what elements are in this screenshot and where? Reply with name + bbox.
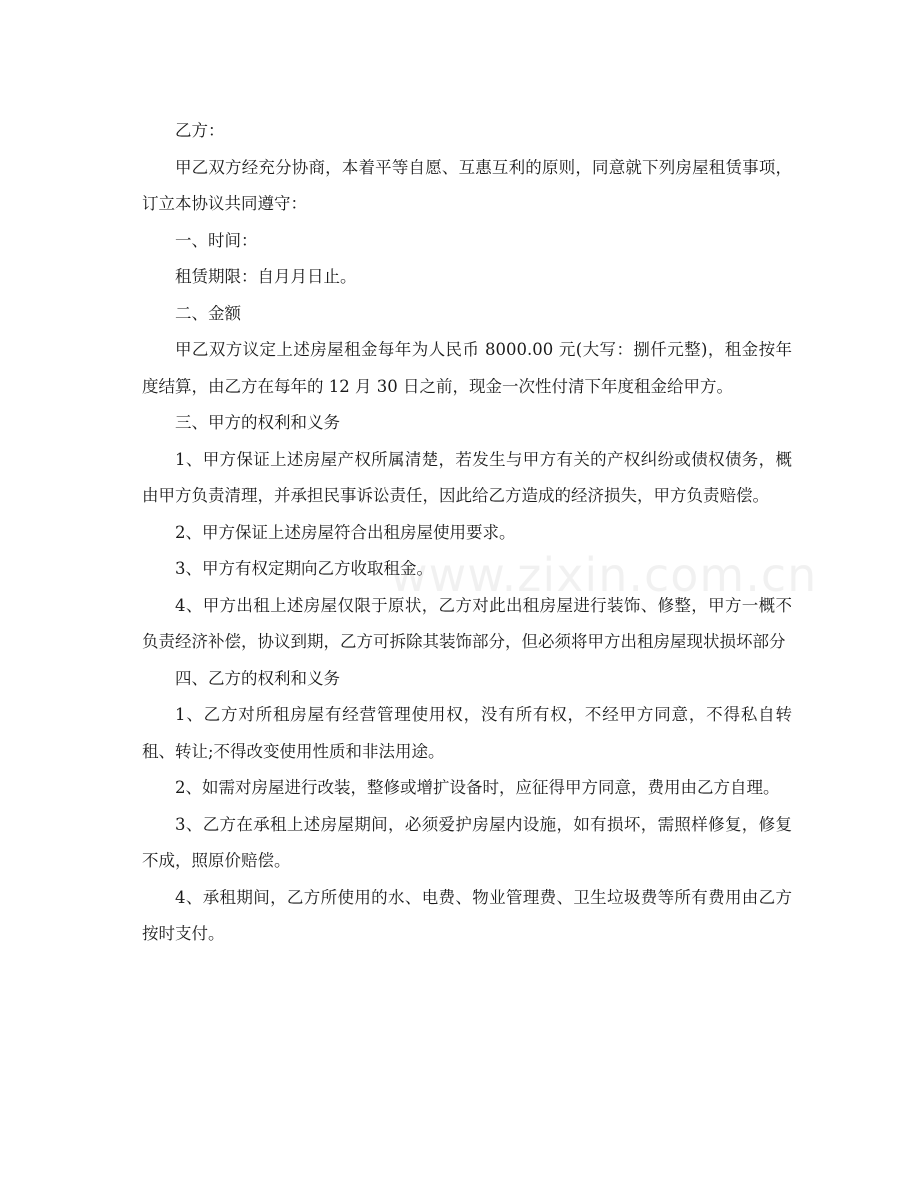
party-b-clause-2: 2、如需对房屋进行改装，整修或增扩设备时，应征得甲方同意，费用由乙方自理。 — [175, 778, 780, 797]
section-heading-amount: 二、金额 — [175, 303, 241, 323]
party-a-clause-3: 3、甲方有权定期向乙方收取租金。 — [175, 559, 433, 578]
lease-term-paragraph: 租赁期限：自月月日止。 — [175, 267, 357, 286]
party-a-clause-1: 1、甲方保证上述房屋产权所属清楚，若发生与甲方有关的产权纠纷或债权债务，概由甲方负责清理，并承担民事诉讼责任，因此给乙方造成的经济损失，甲方负责赔偿。 — [142, 449, 792, 505]
party-b-clause-1: 1、乙方对所租房屋有经营管理使用权，没有所有权，不经甲方同意，不得私自转租、转让;不得改变使用性质和非法用途。 — [142, 705, 792, 761]
section-heading-party-b-rights: 四、乙方的权利和义务 — [175, 668, 340, 688]
party-a-clause-2: 2、甲方保证上述房屋符合出租房屋使用要求。 — [175, 522, 516, 542]
party-b-clause-4: 4、承租期间，乙方所使用的水、电费、物业管理费、卫生垃圾费等所有费用由乙方按时支付。 — [142, 887, 792, 943]
party-b-label: 乙方： — [175, 121, 225, 140]
section-heading-party-a-rights: 三、甲方的权利和义务 — [175, 413, 340, 432]
party-b-clause-3: 3、乙方在承租上述房屋期间，必须爱护房屋内设施，如有损坏，需照样修复，修复不成，照原价赔偿。 — [142, 814, 792, 870]
party-a-clause-4: 4、甲方出租上述房屋仅限于原状，乙方对此出租房屋进行装饰、修整，甲方一概不负责经济补偿，协议到期，乙方可拆除其装饰部分，但必须将甲方出租房屋现状损坏部分 — [142, 595, 792, 651]
section-heading-time: 一、时间： — [175, 230, 258, 250]
preamble-paragraph: 甲乙双方经充分协商，本着平等自愿、互惠互利的原则，同意就下列房屋租赁事项，订立本协议共同遵守： — [142, 157, 792, 213]
document-body — [142, 113, 792, 953]
watermark-text: www.zixin.com.cn — [390, 548, 818, 602]
rent-amount-paragraph: 甲乙双方议定上述房屋租金每年为人民币 8000.00 元(大写：捌仟元整)，租金按年度结算，由乙方在每年的 12 月 30 日之前，现金一次性付清下年度租金给甲方。 — [142, 340, 792, 396]
